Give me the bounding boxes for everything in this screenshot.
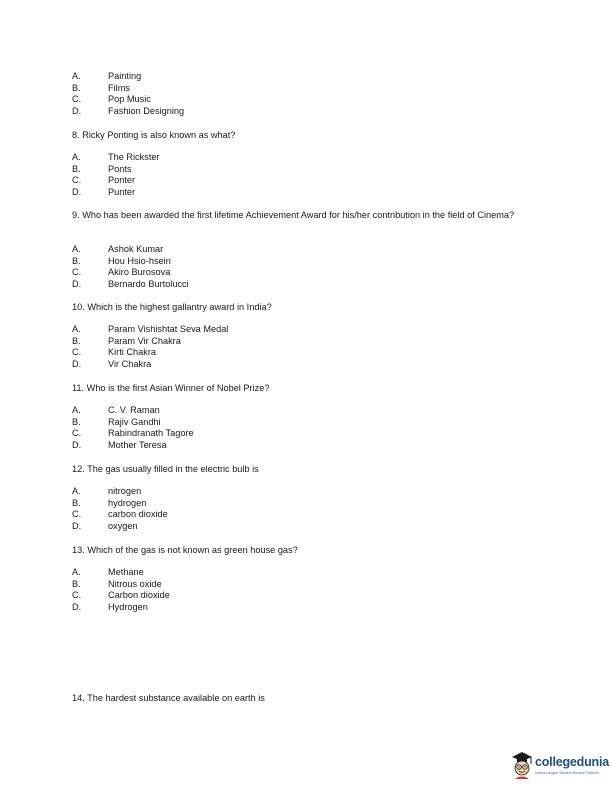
option-row [72, 590, 170, 602]
option-letter: C. [72, 94, 82, 104]
option-letter: D. [72, 186, 82, 197]
option-letter: D. [72, 358, 82, 369]
option-text: Hou Hsio-hsein [108, 255, 171, 266]
option-letter: D. [72, 278, 82, 289]
option-text: Ashok Kumar [108, 244, 164, 254]
option-row [72, 336, 228, 348]
q12-options [72, 486, 168, 532]
option-letter: B. [72, 82, 81, 93]
option-letter: C. [72, 590, 82, 600]
option-text: Films [108, 82, 130, 93]
option-text: nitrogen [108, 486, 142, 496]
option-row [72, 71, 184, 83]
option-text: Mother Teresa [108, 439, 167, 450]
option-row [72, 279, 189, 291]
option-letter: C. [72, 175, 82, 185]
option-row [72, 417, 194, 429]
q9-options [72, 244, 189, 290]
q8-question: 8. Ricky Ponting is also known as what? [72, 130, 236, 140]
option-text: Carbon dioxide [108, 590, 170, 600]
option-row [72, 347, 228, 359]
option-letter: A. [72, 486, 81, 496]
option-text: The Rickster [108, 152, 160, 162]
option-row [72, 94, 184, 106]
option-row [72, 152, 160, 164]
option-text: Kirti Chakra [108, 347, 156, 357]
option-row [72, 324, 228, 336]
q7-options [72, 71, 184, 117]
option-text: Rabindranath Tagore [108, 428, 194, 438]
option-letter: A. [72, 405, 81, 415]
logo-tagline: India's Largest Student Review Platform [535, 771, 599, 775]
q11-options [72, 405, 194, 451]
option-text: Bernardo Burtolucci [108, 278, 189, 289]
option-row [72, 521, 168, 533]
q14-question: 14. The hardest substance available on earth is [72, 693, 265, 703]
option-text: Nitrous oxide [108, 578, 162, 589]
option-text: Param Vir Chakra [108, 335, 181, 346]
graduate-mascot-icon [510, 750, 534, 780]
option-letter: A. [72, 244, 81, 254]
option-text: Ponts [108, 163, 132, 174]
option-row [72, 579, 170, 591]
option-letter: C. [72, 347, 82, 357]
option-text: Painting [108, 71, 142, 81]
option-letter: C. [72, 509, 82, 519]
option-letter: A. [72, 71, 81, 81]
q10-options [72, 324, 228, 370]
option-letter: D. [72, 520, 82, 531]
option-row [72, 602, 170, 614]
option-letter: D. [72, 105, 82, 116]
option-text: Hydrogen [108, 601, 148, 612]
option-text: Ponter [108, 175, 136, 185]
option-row [72, 567, 170, 579]
option-letter: B. [72, 578, 81, 589]
option-row [72, 359, 228, 371]
option-letter: B. [72, 255, 81, 266]
option-row [72, 106, 184, 118]
q8-options [72, 152, 160, 198]
option-text: hydrogen [108, 497, 147, 508]
option-text: Punter [108, 186, 136, 197]
q12-question: 12. The gas usually filled in the electric bulb is [72, 464, 259, 474]
option-text: oxygen [108, 520, 138, 531]
option-text: Param Vishishtat Seva Medal [108, 324, 229, 334]
option-row [72, 187, 160, 199]
q13-options [72, 567, 170, 613]
option-text: Methane [108, 567, 144, 577]
option-letter: B. [72, 416, 81, 427]
q11-question: 11. Who is the first Asian Winner of Nobel Prize? [72, 383, 270, 393]
option-row [72, 405, 194, 417]
option-letter: A. [72, 324, 81, 334]
q9-question: 9. Who has been awarded the first lifetime Achievement Award for his/her contribution in the field of Cinema? [72, 210, 515, 220]
option-row [72, 440, 194, 452]
option-row [72, 244, 189, 256]
option-letter: C. [72, 428, 82, 438]
option-letter: D. [72, 601, 82, 612]
option-text: Vir Chakra [108, 358, 152, 369]
option-letter: B. [72, 335, 81, 346]
option-row [72, 486, 168, 498]
option-letter: B. [72, 163, 81, 174]
option-letter: D. [72, 439, 82, 450]
option-row [72, 509, 168, 521]
collegedunia-logo [510, 748, 608, 782]
option-row [72, 267, 189, 279]
option-letter: A. [72, 152, 81, 162]
q10-question: 10. Which is the highest gallantry award in India? [72, 302, 272, 312]
option-letter: B. [72, 497, 81, 508]
option-text: Pop Music [108, 94, 151, 104]
option-text: Akiro Burosova [108, 267, 171, 277]
option-text: Rajiv Gandhi [108, 416, 161, 427]
option-row [72, 256, 189, 268]
logo-wordmark: collegedunia [535, 755, 610, 769]
option-row [72, 428, 194, 440]
option-text: carbon dioxide [108, 509, 168, 519]
option-row [72, 498, 168, 510]
q13-question: 13. Which of the gas is not known as green house gas? [72, 545, 298, 555]
option-row [72, 83, 184, 95]
option-letter: C. [72, 267, 82, 277]
option-text: C. V. Raman [108, 405, 160, 415]
option-row [72, 164, 160, 176]
option-row [72, 175, 160, 187]
option-letter: A. [72, 567, 81, 577]
option-text: Fashion Designing [108, 105, 185, 116]
